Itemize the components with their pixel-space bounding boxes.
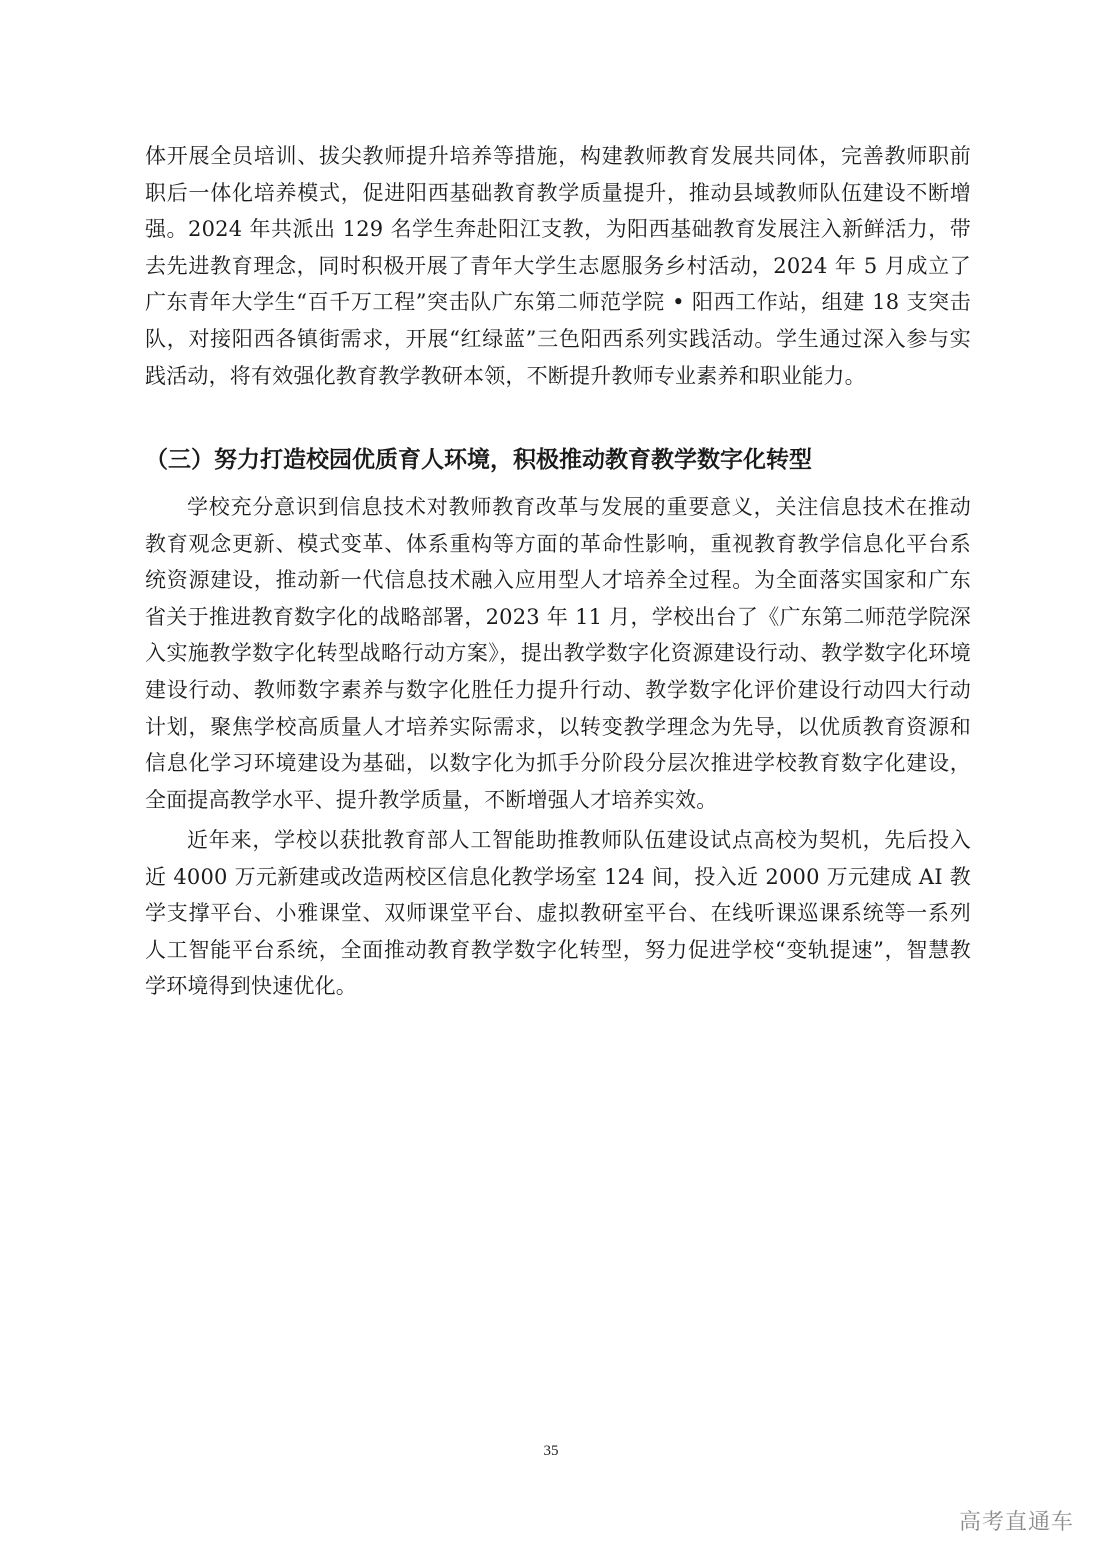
- paragraph-ai-investment: 近年来，学校以获批教育部人工智能助推教师队伍建设试点高校为契机，先后投入近 4000 万元新建或改造两校区信息化教学场室 124 间，投入近 2000 万元建成 AI 教学支撑平台、小雅课堂、双师课堂平台、虚拟教研室平台、在线听课巡课系统等一系列人工智能平台系统，全面推动教育教学数字化转型，努力促进学校“变轨提速”，智慧教学环境得到快速优化。: [145, 828, 971, 999]
- paragraph-digital-strategy: 学校充分意识到信息技术对教师教育改革与发展的重要意义，关注信息技术在推动教育观念更新、模式变革、体系重构等方面的革命性影响，重视教育教学信息化平台系统资源建设，推动新一代信息技术融入应用型人才培养全过程。为全面落实国家和广东省关于推进教育数字化的战略部署，2023 年 11 月，学校出台了《广东第二师范学院深入实施教学数字化转型战略行动方案》，提出教学数字化资源建设行动、教学数字化环境建设行动、教师数字素养与数字化胜任力提升行动、教学数字化评价建设行动四大行动计划，聚焦学校高质量人才培养实际需求，以转变教学理念为先导，以优质教育资源和信息化学习环境建设为基础，以数字化为抓手分阶段分层次推进学校教育数字化建设，全面提高教学水平、提升教学质量，不断增强人才培养实效。: [145, 495, 971, 812]
- page-number: 35: [543, 1443, 559, 1459]
- paragraph-continuation: 体开展全员培训、拔尖教师提升培养等措施，构建教师教育发展共同体，完善教师职前职后一体化培养模式，促进阳西基础教育教学质量提升，推动县域教师队伍建设不断增强。2024 年共派出 129 名学生奔赴阳江支教，为阳西基础教育发展注入新鲜活力，带去先进教育理念，同时积极开展了青年大学生志愿服务乡村活动，2024 年 5 月成立了广东青年大学生“百千万工程”突击队广东第二师范学院 • 阳西工作站，组建 18 支突击队，对接阳西各镇街需求，开展“红绿蓝”三色阳西系列实践活动。学生通过深入参与实践活动，将有效强化教育教学教研本领，不断提升教师专业素养和职业能力。: [145, 144, 971, 388]
- watermark-text: 高考直通车: [958, 1510, 1074, 1535]
- section-heading: （三）努力打造校园优质育人环境，积极推动教育教学数字化转型: [145, 447, 812, 473]
